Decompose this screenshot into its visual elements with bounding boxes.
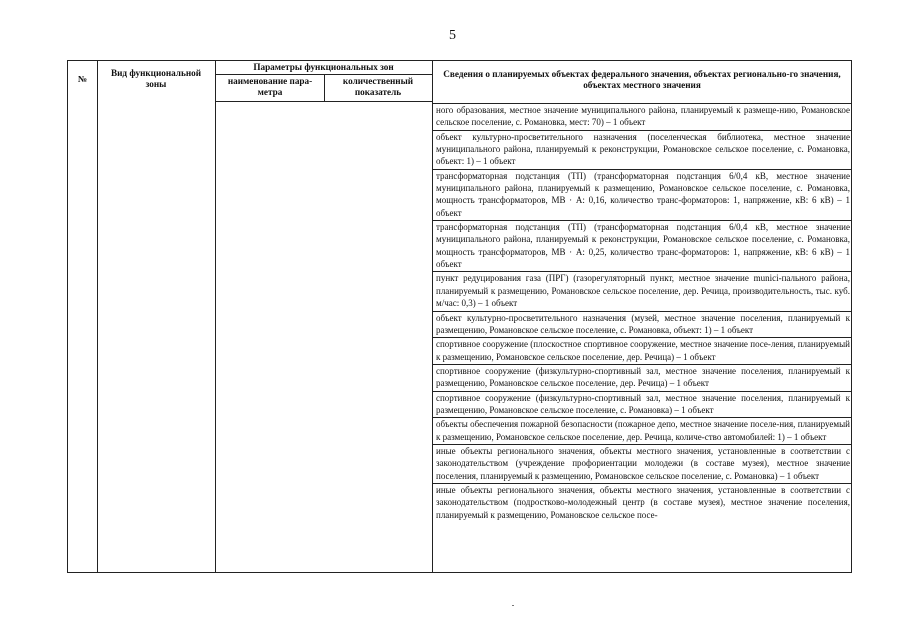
header-quantity: количественный показатель: [342, 76, 414, 97]
column-divider: [97, 61, 98, 572]
objects-list: [432, 104, 852, 522]
object-entry: объект культурно-просветительного назначения (поселенческая библиотека, местное значение муниципального района, планируемый к реконструкции, Романовское сельское поселение, с. Романовка, объект: 1) – 1 объект: [432, 131, 852, 170]
header-params-group: Параметры функциональных зон: [253, 62, 394, 72]
header-info: Сведения о планируемых объектах федерального значения, объектах регионально-го значения, объектах местного значения: [443, 69, 841, 90]
header-rule: [215, 101, 432, 102]
column-divider: [215, 61, 216, 572]
functional-zones-table: [67, 60, 852, 573]
object-entry: объекты обеспечения пожарной безопасности (пожарное депо, местное значение поселе-ния, планируемый к размещению, Романовское сельское поселение, дер. Речица, количе-ство автомобилей: 1) – 1 объект: [432, 418, 852, 445]
header-zone-type: Вид функциональной зоны: [110, 68, 202, 89]
object-entry: объект культурно-просветительного назначения (музей, местное значение поселения, планируемый к размещению, Романовское сельское поселение, с. Романовка, объект: 1) – 1 объект: [432, 312, 852, 339]
column-divider: [324, 74, 325, 101]
header-rule: [215, 74, 432, 75]
header-number: №: [77, 74, 88, 84]
object-entry: спортивное сооружение (физкультурно-спортивный зал, местное значение поселения, планируемый к размещению, Романовское сельское поселение, с. Романовка) – 1 объект: [432, 392, 852, 419]
object-entry: пункт редуцирования газа (ПРГ) (газорегуляторный пункт, местное значение munici-пального района, планируемый к размещению, Романовское сельское поселение, дер. Речица, производительность, тыс. куб. м/час: 0,3) – 1 объект: [432, 272, 852, 311]
page-number: 5: [449, 28, 456, 43]
object-entry: иные объекты регионального значения, объекты местного значения, установленные в соответствии с законодательством (подростково-молодежный центр (в составе музея), местное значение поселения, планируемый к размещению, Романовское сельское посе-: [436, 484, 850, 520]
object-entry: спортивное сооружение (физкультурно-спортивный зал, местное значение поселения, планируемый к размещению, Романовское сельское поселение, дер. Речица) – 1 объект: [432, 365, 852, 392]
scan-speck: [512, 605, 514, 606]
object-entry: иные объекты регионального значения, объекты местного значения, установленные в соответствии с законодательством (учреждение профориентации молодежи (в составе музея), местное значение поселения, планируемый к размещению, Романовское сельское поселение, с. Романовка) – 1 объект: [432, 445, 852, 484]
object-entry: трансформаторная подстанция (ТП) (трансформаторная подстанция 6/0,4 кВ, местное значение муниципального района, планируемый к реконструкции, Романовское сельское поселение, с. Романовка, мощность трансформаторов, МВ · А: 0,25, количество транс-форматоров: 1, напряжение, кВ: 6 кВ) – 1 объект: [432, 221, 852, 272]
header-param-name: наименование пара-метра: [227, 76, 313, 97]
object-entry: ного образования, местное значение муниципального района, планируемый к размеще-нию, Романовское сельское поселение, с. Романовка, мест: 70) – 1 объект: [432, 104, 852, 131]
object-entry: спортивное сооружение (плоскостное спортивное сооружение, местное значение посе-ления, планируемый к размещению, Романовское сельское поселение, дер. Речица) – 1 объект: [432, 338, 852, 365]
object-entry: трансформаторная подстанция (ТП) (трансформаторная подстанция 6/0,4 кВ, местное значение муниципального района, планируемый к размещению, Романовское сельское поселение, с. Романовка, мощность трансформаторов, МВ · А: 0,16, количество транс-форматоров: 1, напряжение, кВ: 6 кВ) – 1 объект: [432, 170, 852, 221]
